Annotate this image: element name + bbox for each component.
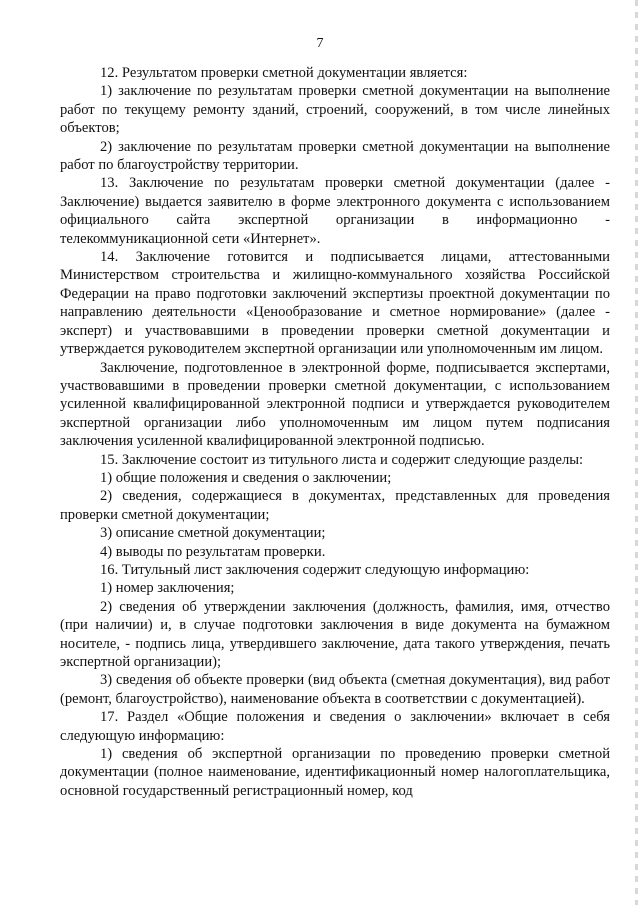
paragraph-17-item-1: 1) сведения об экспертной организации по проведению проверки сметной документации (полное наименование, идентификационный номер налогоплательщика, основной государственный регистрационный номер, код [60, 746, 610, 799]
page-number: 7 [316, 36, 324, 51]
paragraph-14-signing: Заключение, подготовленное в электронной форме, подписывается экспертами, участвовавшими в проведении проверки сметной документации, с использованием усиленной квалифицированной электронной подписи и утверждается руководителем экспертной организации либо уполномоченным им лицом путем подписания заключения усиленной квалифицированной электронной подписью. [60, 359, 610, 450]
paragraph-16: 16. Титульный лист заключения содержит следующую информацию: [100, 561, 530, 578]
paragraph-12-item-2: 2) заключение по результатам проверки сметной документации на выполнение работ по благоустройству территории. [60, 138, 610, 174]
paragraph-16-item-3: 3) сведения об объекте проверки (вид объекта (сметная документация), вид работ (ремонт, благоустройство), наименование объекта в соответствии с документацией). [60, 672, 610, 707]
paragraph-15-item-2: 2) сведения, содержащиеся в документах, представленных для проведения проверки сметной документации; [60, 488, 610, 523]
document-body [60, 64, 610, 800]
scan-edge-mark [635, 0, 638, 905]
paragraph-13: 13. Заключение по результатам проверки сметной документации (далее - Заключение) выдается заявителю в форме электронного документа с использованием официального сайта экспертной организации в информационно - телекоммуникационной сети «Интернет». [60, 175, 610, 247]
paragraph-12-item-1: 1) заключение по результатам проверки сметной документации на выполнение работ по текущему ремонту зданий, строений, сооружений, в том числе линейных объектов; [60, 83, 610, 137]
paragraph-15: 15. Заключение состоит из титульного листа и содержит следующие разделы: [100, 451, 584, 468]
paragraph-15-item-4: 4) выводы по результатам проверки. [100, 543, 326, 560]
paragraph-17: 17. Раздел «Общие положения и сведения о заключении» включает в себя следующую информацию: [60, 709, 610, 744]
paragraph-12: 12. Результатом проверки сметной документации является: [100, 65, 468, 81]
paragraph-16-item-1: 1) номер заключения; [100, 580, 235, 597]
paragraph-14: 14. Заключение готовится и подписывается лицами, аттестованными Министерством строительства и жилищно-коммунального хозяйства Российской Федерации на право подготовки заключений экспертизы проектной документации по направлению деятельности «Ценообразование и сметное нормирование» (далее - эксперт) и участвовавшими в проведении проверки сметной документации и утверждается руководителем экспертной организации или уполномоченным им лицом. [60, 249, 610, 358]
paragraph-15-item-3: 3) описание сметной документации; [100, 525, 326, 542]
paragraph-16-item-2: 2) сведения об утверждении заключения (должность, фамилия, имя, отчество (при наличии) и, в случае подготовки заключения в виде документа на бумажном носителе, - подпись лица, утвердившего заключение, дата такого утверждения, печать экспертной организации); [60, 598, 610, 670]
paragraph-15-item-1: 1) общие положения и сведения о заключении; [100, 469, 392, 486]
